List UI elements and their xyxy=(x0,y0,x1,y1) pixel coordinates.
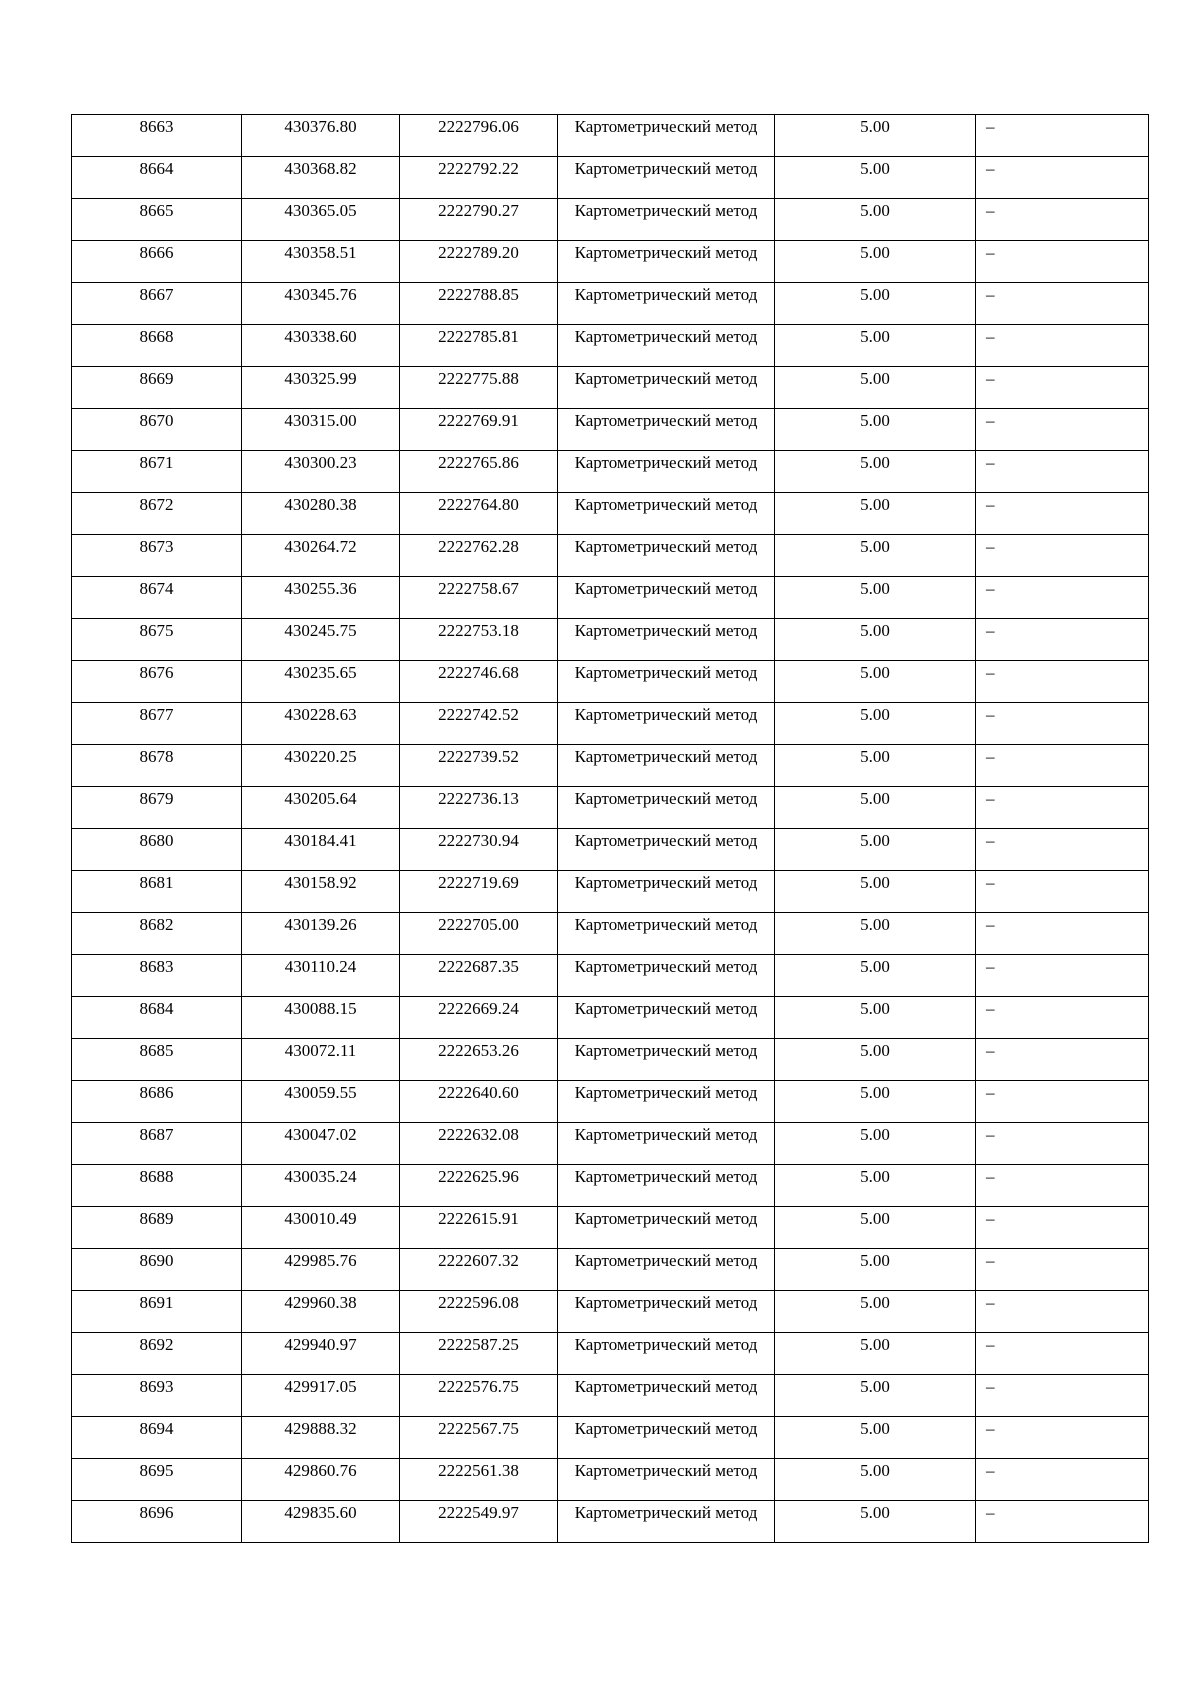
table-row xyxy=(72,703,1149,745)
method-cell: Картометрический метод xyxy=(558,913,775,955)
accuracy-cell: 5.00 xyxy=(775,1459,976,1501)
method-cell: Картометрический метод xyxy=(558,703,775,745)
description-cell: – xyxy=(976,955,1149,997)
y-coordinate-cell: 2222788.85 xyxy=(400,283,558,325)
x-coordinate-cell: 429860.76 xyxy=(242,1459,400,1501)
coordinates-table xyxy=(71,114,1149,1543)
point-number-cell: 8666 xyxy=(72,241,242,283)
point-number-cell: 8688 xyxy=(72,1165,242,1207)
table-row xyxy=(72,1039,1149,1081)
point-number-cell: 8689 xyxy=(72,1207,242,1249)
description-cell: – xyxy=(976,1249,1149,1291)
description-cell: – xyxy=(976,1165,1149,1207)
table-row xyxy=(72,1459,1149,1501)
method-cell: Картометрический метод xyxy=(558,367,775,409)
method-cell: Картометрический метод xyxy=(558,493,775,535)
point-number-cell: 8679 xyxy=(72,787,242,829)
x-coordinate-cell: 430110.24 xyxy=(242,955,400,997)
x-coordinate-cell: 430010.49 xyxy=(242,1207,400,1249)
point-number-cell: 8674 xyxy=(72,577,242,619)
table-row xyxy=(72,1081,1149,1123)
x-coordinate-cell: 430139.26 xyxy=(242,913,400,955)
table-row xyxy=(72,661,1149,703)
accuracy-cell: 5.00 xyxy=(775,1039,976,1081)
description-cell: – xyxy=(976,493,1149,535)
accuracy-cell: 5.00 xyxy=(775,829,976,871)
accuracy-cell: 5.00 xyxy=(775,283,976,325)
accuracy-cell: 5.00 xyxy=(775,241,976,283)
accuracy-cell: 5.00 xyxy=(775,1375,976,1417)
point-number-cell: 8695 xyxy=(72,1459,242,1501)
x-coordinate-cell: 430358.51 xyxy=(242,241,400,283)
table-row xyxy=(72,367,1149,409)
description-cell: – xyxy=(976,241,1149,283)
accuracy-cell: 5.00 xyxy=(775,325,976,367)
table-row xyxy=(72,409,1149,451)
description-cell: – xyxy=(976,619,1149,661)
point-number-cell: 8680 xyxy=(72,829,242,871)
table-row xyxy=(72,1501,1149,1543)
y-coordinate-cell: 2222758.67 xyxy=(400,577,558,619)
method-cell: Картометрический метод xyxy=(558,157,775,199)
description-cell: – xyxy=(976,1123,1149,1165)
table-row xyxy=(72,325,1149,367)
method-cell: Картометрический метод xyxy=(558,1417,775,1459)
y-coordinate-cell: 2222764.80 xyxy=(400,493,558,535)
accuracy-cell: 5.00 xyxy=(775,1501,976,1543)
method-cell: Картометрический метод xyxy=(558,997,775,1039)
description-cell: – xyxy=(976,199,1149,241)
point-number-cell: 8671 xyxy=(72,451,242,493)
description-cell: – xyxy=(976,325,1149,367)
x-coordinate-cell: 429835.60 xyxy=(242,1501,400,1543)
x-coordinate-cell: 429888.32 xyxy=(242,1417,400,1459)
point-number-cell: 8667 xyxy=(72,283,242,325)
y-coordinate-cell: 2222730.94 xyxy=(400,829,558,871)
method-cell: Картометрический метод xyxy=(558,199,775,241)
table-row xyxy=(72,619,1149,661)
x-coordinate-cell: 430368.82 xyxy=(242,157,400,199)
table-row xyxy=(72,1207,1149,1249)
description-cell: – xyxy=(976,913,1149,955)
description-cell: – xyxy=(976,1081,1149,1123)
point-number-cell: 8670 xyxy=(72,409,242,451)
y-coordinate-cell: 2222632.08 xyxy=(400,1123,558,1165)
method-cell: Картометрический метод xyxy=(558,871,775,913)
y-coordinate-cell: 2222765.86 xyxy=(400,451,558,493)
accuracy-cell: 5.00 xyxy=(775,157,976,199)
y-coordinate-cell: 2222615.91 xyxy=(400,1207,558,1249)
x-coordinate-cell: 430338.60 xyxy=(242,325,400,367)
point-number-cell: 8682 xyxy=(72,913,242,955)
y-coordinate-cell: 2222687.35 xyxy=(400,955,558,997)
description-cell: – xyxy=(976,1417,1149,1459)
description-cell: – xyxy=(976,1501,1149,1543)
x-coordinate-cell: 430088.15 xyxy=(242,997,400,1039)
table-row xyxy=(72,829,1149,871)
table-row xyxy=(72,955,1149,997)
point-number-cell: 8681 xyxy=(72,871,242,913)
description-cell: – xyxy=(976,115,1149,157)
accuracy-cell: 5.00 xyxy=(775,661,976,703)
description-cell: – xyxy=(976,367,1149,409)
description-cell: – xyxy=(976,451,1149,493)
table-body xyxy=(72,115,1149,1543)
y-coordinate-cell: 2222739.52 xyxy=(400,745,558,787)
x-coordinate-cell: 430235.65 xyxy=(242,661,400,703)
accuracy-cell: 5.00 xyxy=(775,619,976,661)
accuracy-cell: 5.00 xyxy=(775,703,976,745)
point-number-cell: 8673 xyxy=(72,535,242,577)
table-row xyxy=(72,1165,1149,1207)
x-coordinate-cell: 430315.00 xyxy=(242,409,400,451)
x-coordinate-cell: 429917.05 xyxy=(242,1375,400,1417)
y-coordinate-cell: 2222792.22 xyxy=(400,157,558,199)
description-cell: – xyxy=(976,787,1149,829)
table-row xyxy=(72,913,1149,955)
x-coordinate-cell: 430376.80 xyxy=(242,115,400,157)
accuracy-cell: 5.00 xyxy=(775,535,976,577)
x-coordinate-cell: 429960.38 xyxy=(242,1291,400,1333)
description-cell: – xyxy=(976,871,1149,913)
accuracy-cell: 5.00 xyxy=(775,1333,976,1375)
x-coordinate-cell: 430300.23 xyxy=(242,451,400,493)
table-row xyxy=(72,199,1149,241)
x-coordinate-cell: 430365.05 xyxy=(242,199,400,241)
x-coordinate-cell: 430205.64 xyxy=(242,787,400,829)
y-coordinate-cell: 2222789.20 xyxy=(400,241,558,283)
accuracy-cell: 5.00 xyxy=(775,997,976,1039)
x-coordinate-cell: 430047.02 xyxy=(242,1123,400,1165)
table-row xyxy=(72,493,1149,535)
method-cell: Картометрический метод xyxy=(558,535,775,577)
method-cell: Картометрический метод xyxy=(558,1501,775,1543)
method-cell: Картометрический метод xyxy=(558,1249,775,1291)
point-number-cell: 8692 xyxy=(72,1333,242,1375)
point-number-cell: 8665 xyxy=(72,199,242,241)
point-number-cell: 8669 xyxy=(72,367,242,409)
x-coordinate-cell: 430158.92 xyxy=(242,871,400,913)
accuracy-cell: 5.00 xyxy=(775,913,976,955)
point-number-cell: 8677 xyxy=(72,703,242,745)
point-number-cell: 8675 xyxy=(72,619,242,661)
y-coordinate-cell: 2222587.25 xyxy=(400,1333,558,1375)
accuracy-cell: 5.00 xyxy=(775,1291,976,1333)
point-number-cell: 8664 xyxy=(72,157,242,199)
x-coordinate-cell: 429985.76 xyxy=(242,1249,400,1291)
point-number-cell: 8684 xyxy=(72,997,242,1039)
point-number-cell: 8691 xyxy=(72,1291,242,1333)
method-cell: Картометрический метод xyxy=(558,1333,775,1375)
y-coordinate-cell: 2222549.97 xyxy=(400,1501,558,1543)
table-row xyxy=(72,577,1149,619)
table-row xyxy=(72,871,1149,913)
x-coordinate-cell: 430220.25 xyxy=(242,745,400,787)
method-cell: Картометрический метод xyxy=(558,1207,775,1249)
x-coordinate-cell: 430072.11 xyxy=(242,1039,400,1081)
method-cell: Картометрический метод xyxy=(558,829,775,871)
table-row xyxy=(72,787,1149,829)
y-coordinate-cell: 2222769.91 xyxy=(400,409,558,451)
accuracy-cell: 5.00 xyxy=(775,745,976,787)
point-number-cell: 8693 xyxy=(72,1375,242,1417)
point-number-cell: 8686 xyxy=(72,1081,242,1123)
y-coordinate-cell: 2222785.81 xyxy=(400,325,558,367)
description-cell: – xyxy=(976,997,1149,1039)
accuracy-cell: 5.00 xyxy=(775,1207,976,1249)
accuracy-cell: 5.00 xyxy=(775,199,976,241)
table-row xyxy=(72,535,1149,577)
y-coordinate-cell: 2222753.18 xyxy=(400,619,558,661)
accuracy-cell: 5.00 xyxy=(775,1249,976,1291)
accuracy-cell: 5.00 xyxy=(775,409,976,451)
point-number-cell: 8668 xyxy=(72,325,242,367)
point-number-cell: 8687 xyxy=(72,1123,242,1165)
point-number-cell: 8683 xyxy=(72,955,242,997)
accuracy-cell: 5.00 xyxy=(775,367,976,409)
point-number-cell: 8685 xyxy=(72,1039,242,1081)
method-cell: Картометрический метод xyxy=(558,1081,775,1123)
y-coordinate-cell: 2222775.88 xyxy=(400,367,558,409)
y-coordinate-cell: 2222719.69 xyxy=(400,871,558,913)
point-number-cell: 8678 xyxy=(72,745,242,787)
method-cell: Картометрический метод xyxy=(558,325,775,367)
y-coordinate-cell: 2222796.06 xyxy=(400,115,558,157)
point-number-cell: 8696 xyxy=(72,1501,242,1543)
description-cell: – xyxy=(976,577,1149,619)
description-cell: – xyxy=(976,703,1149,745)
description-cell: – xyxy=(976,283,1149,325)
x-coordinate-cell: 430280.38 xyxy=(242,493,400,535)
table-row xyxy=(72,283,1149,325)
method-cell: Картометрический метод xyxy=(558,1165,775,1207)
x-coordinate-cell: 430228.63 xyxy=(242,703,400,745)
method-cell: Картометрический метод xyxy=(558,661,775,703)
y-coordinate-cell: 2222669.24 xyxy=(400,997,558,1039)
y-coordinate-cell: 2222746.68 xyxy=(400,661,558,703)
y-coordinate-cell: 2222762.28 xyxy=(400,535,558,577)
accuracy-cell: 5.00 xyxy=(775,955,976,997)
table-row xyxy=(72,241,1149,283)
x-coordinate-cell: 430264.72 xyxy=(242,535,400,577)
description-cell: – xyxy=(976,157,1149,199)
method-cell: Картометрический метод xyxy=(558,745,775,787)
method-cell: Картометрический метод xyxy=(558,241,775,283)
y-coordinate-cell: 2222790.27 xyxy=(400,199,558,241)
table-row xyxy=(72,997,1149,1039)
x-coordinate-cell: 430325.99 xyxy=(242,367,400,409)
x-coordinate-cell: 430059.55 xyxy=(242,1081,400,1123)
table-row xyxy=(72,1417,1149,1459)
method-cell: Картометрический метод xyxy=(558,1375,775,1417)
point-number-cell: 8672 xyxy=(72,493,242,535)
y-coordinate-cell: 2222736.13 xyxy=(400,787,558,829)
method-cell: Картометрический метод xyxy=(558,577,775,619)
table-row xyxy=(72,157,1149,199)
description-cell: – xyxy=(976,535,1149,577)
point-number-cell: 8663 xyxy=(72,115,242,157)
accuracy-cell: 5.00 xyxy=(775,1081,976,1123)
y-coordinate-cell: 2222653.26 xyxy=(400,1039,558,1081)
description-cell: – xyxy=(976,1333,1149,1375)
description-cell: – xyxy=(976,409,1149,451)
method-cell: Картометрический метод xyxy=(558,115,775,157)
method-cell: Картометрический метод xyxy=(558,1459,775,1501)
accuracy-cell: 5.00 xyxy=(775,787,976,829)
y-coordinate-cell: 2222567.75 xyxy=(400,1417,558,1459)
accuracy-cell: 5.00 xyxy=(775,871,976,913)
method-cell: Картометрический метод xyxy=(558,409,775,451)
table-row xyxy=(72,1291,1149,1333)
description-cell: – xyxy=(976,1375,1149,1417)
accuracy-cell: 5.00 xyxy=(775,1165,976,1207)
point-number-cell: 8676 xyxy=(72,661,242,703)
table-row xyxy=(72,1375,1149,1417)
method-cell: Картометрический метод xyxy=(558,1291,775,1333)
y-coordinate-cell: 2222576.75 xyxy=(400,1375,558,1417)
description-cell: – xyxy=(976,1039,1149,1081)
y-coordinate-cell: 2222607.32 xyxy=(400,1249,558,1291)
method-cell: Картометрический метод xyxy=(558,619,775,661)
accuracy-cell: 5.00 xyxy=(775,1123,976,1165)
y-coordinate-cell: 2222625.96 xyxy=(400,1165,558,1207)
x-coordinate-cell: 430035.24 xyxy=(242,1165,400,1207)
method-cell: Картометрический метод xyxy=(558,283,775,325)
description-cell: – xyxy=(976,829,1149,871)
table-row xyxy=(72,1249,1149,1291)
accuracy-cell: 5.00 xyxy=(775,1417,976,1459)
table-row xyxy=(72,115,1149,157)
method-cell: Картометрический метод xyxy=(558,1123,775,1165)
y-coordinate-cell: 2222596.08 xyxy=(400,1291,558,1333)
y-coordinate-cell: 2222705.00 xyxy=(400,913,558,955)
description-cell: – xyxy=(976,1291,1149,1333)
y-coordinate-cell: 2222640.60 xyxy=(400,1081,558,1123)
x-coordinate-cell: 430255.36 xyxy=(242,577,400,619)
x-coordinate-cell: 430184.41 xyxy=(242,829,400,871)
x-coordinate-cell: 429940.97 xyxy=(242,1333,400,1375)
description-cell: – xyxy=(976,1207,1149,1249)
method-cell: Картометрический метод xyxy=(558,955,775,997)
description-cell: – xyxy=(976,745,1149,787)
table-row xyxy=(72,745,1149,787)
table-row xyxy=(72,1333,1149,1375)
accuracy-cell: 5.00 xyxy=(775,115,976,157)
table-row xyxy=(72,451,1149,493)
point-number-cell: 8694 xyxy=(72,1417,242,1459)
method-cell: Картометрический метод xyxy=(558,787,775,829)
y-coordinate-cell: 2222561.38 xyxy=(400,1459,558,1501)
x-coordinate-cell: 430345.76 xyxy=(242,283,400,325)
description-cell: – xyxy=(976,1459,1149,1501)
x-coordinate-cell: 430245.75 xyxy=(242,619,400,661)
description-cell: – xyxy=(976,661,1149,703)
method-cell: Картометрический метод xyxy=(558,451,775,493)
point-number-cell: 8690 xyxy=(72,1249,242,1291)
accuracy-cell: 5.00 xyxy=(775,493,976,535)
table-row xyxy=(72,1123,1149,1165)
accuracy-cell: 5.00 xyxy=(775,451,976,493)
y-coordinate-cell: 2222742.52 xyxy=(400,703,558,745)
accuracy-cell: 5.00 xyxy=(775,577,976,619)
method-cell: Картометрический метод xyxy=(558,1039,775,1081)
